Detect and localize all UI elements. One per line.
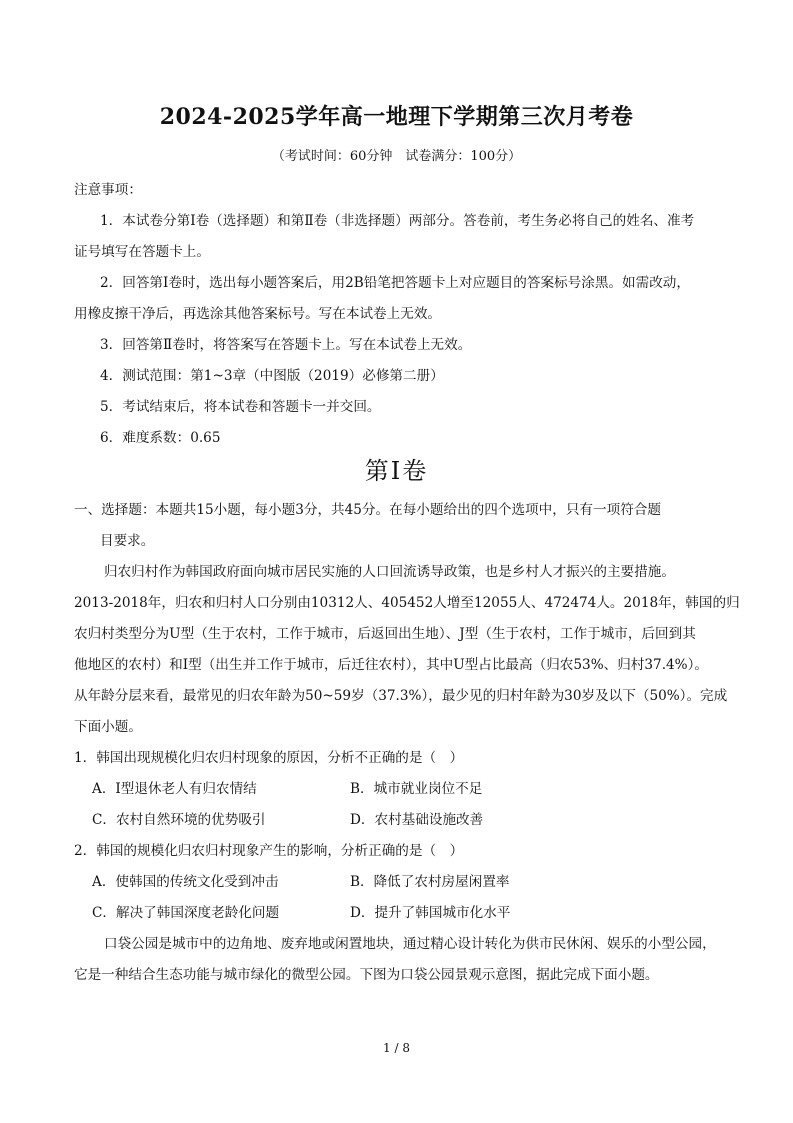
passage2-line1: 口袋公园是城市中的边角地、废弃地或闲置地块，通过精心设计转化为供市民休闲、娱乐的小型公园，	[104, 936, 716, 952]
notice-item-2a: 2．回答第Ⅰ卷时，选出每小题答案后，用2B铅笔把答题卡上对应题目的答案标号涂黑。如需改动，	[100, 275, 690, 291]
question-1-option-a[interactable]: A．I型退休老人有归农情结	[92, 781, 257, 797]
notice-item-4: 4．测试范围：第1~3章（中图版（2019）必修第二册）	[100, 368, 444, 384]
passage1-line6: 下面小题。	[74, 719, 142, 735]
question-2-stem: 2．韩国的规模化归农归村现象产生的影响，分析正确的是（ ）	[74, 843, 464, 859]
section-title: 第Ⅰ卷	[364, 457, 429, 485]
question-2-option-a[interactable]: A．使韩国的传统文化受到冲击	[92, 874, 279, 890]
passage1-line2: 2013-2018年，归农和归村人口分别由10312人、405452人增至12055人、472474人。2018年，韩国的归	[74, 595, 740, 611]
question-1-stem: 1．韩国出现规模化归农归村现象的原因，分析不正确的是（ ）	[74, 750, 464, 766]
passage1-line4: 他地区的农村）和I型（出生并工作于城市，后迁往农村），其中U型占比最高（归农53%、归村37.4%）。	[74, 657, 708, 673]
question-2-option-c[interactable]: C．解决了韩国深度老龄化问题	[92, 905, 280, 921]
question-1-option-d[interactable]: D．农村基础设施改善	[350, 812, 484, 828]
section-instruction-a: 一、选择题：本题共15小题，每小题3分，共45分。在每小题给出的四个选项中，只有一项符合题	[74, 502, 661, 518]
notice-item-1b: 证号填写在答题卡上。	[74, 244, 210, 260]
section-instruction-b: 目要求。	[100, 533, 155, 549]
page-number: 1 / 8	[383, 1041, 410, 1055]
page-title: 2024-2025学年高一地理下学期第三次月考卷	[159, 104, 634, 130]
notice-item-1a: 1．本试卷分第Ⅰ卷（选择题）和第Ⅱ卷（非选择题）两部分。答卷前，考生务必将自己的姓名、准考	[100, 213, 695, 229]
question-2-option-b[interactable]: B．降低了农村房屋闲置率	[350, 874, 510, 890]
notice-item-6: 6．难度系数：0.65	[100, 430, 221, 446]
question-1-option-b[interactable]: B．城市就业岗位不足	[350, 781, 483, 797]
passage2-line2: 它是一种结合生态功能与城市绿化的微型公园。下图为口袋公园景观示意图，据此完成下面小题。	[74, 967, 659, 983]
notice-item-5: 5．考试结束后，将本试卷和答题卡一并交回。	[100, 399, 381, 415]
exam-info: （考试时间：60分钟 试卷满分：100分）	[271, 149, 522, 164]
passage1-line5: 从年龄分层来看，最常见的归农年龄为50~59岁（37.3%），最少见的归村年龄为30岁及以下（50%）。完成	[74, 688, 728, 704]
notice-item-2b: 用橡皮擦干净后，再选涂其他答案标号。写在本试卷上无效。	[74, 306, 442, 322]
passage1-line1: 归农归村作为韩国政府面向城市居民实施的人口回流诱导政策，也是乡村人才振兴的主要措施。	[104, 564, 675, 580]
passage1-line3: 农归村类型分为U型（生于农村，工作于城市，后返回出生地）、J型（生于农村，工作于城市，后回到其	[74, 626, 696, 642]
notice-item-3: 3．回答第Ⅱ卷时，将答案写在答题卡上。写在本试卷上无效。	[100, 337, 472, 353]
question-2-option-d[interactable]: D．提升了韩国城市化水平	[350, 905, 511, 921]
question-1-option-c[interactable]: C．农村自然环境的优势吸引	[92, 812, 266, 828]
notice-heading: 注意事项：	[74, 182, 142, 198]
